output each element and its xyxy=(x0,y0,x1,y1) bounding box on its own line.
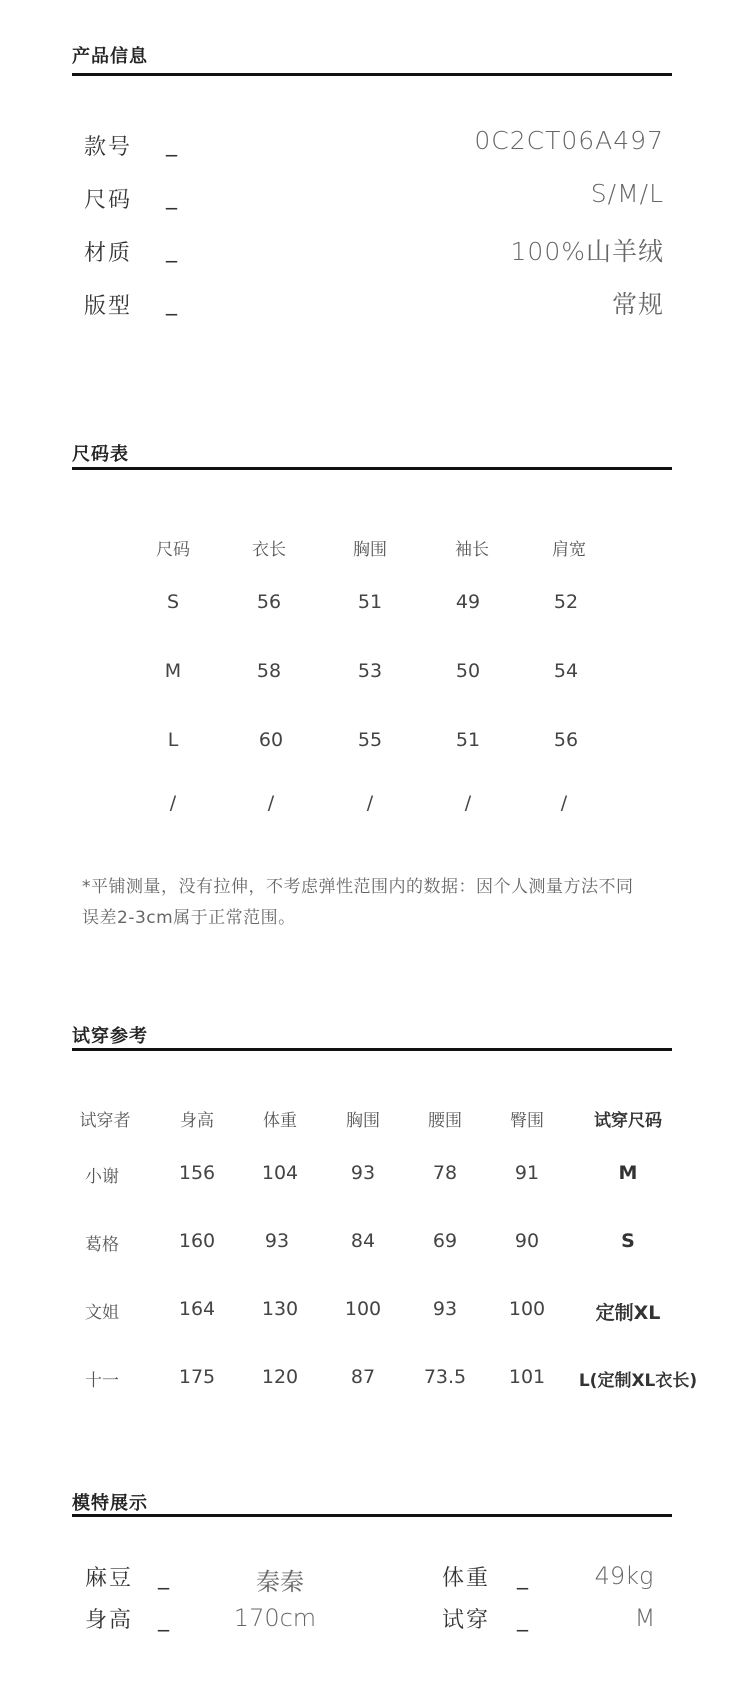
measurement-note xyxy=(82,872,682,934)
size-chart-cell: / xyxy=(560,792,568,814)
try-on-cell: 78 xyxy=(432,1162,458,1184)
try-on-cell: 130 xyxy=(261,1298,299,1320)
size-chart-cell: / xyxy=(464,792,472,814)
size-chart-header: 袖长 xyxy=(455,540,489,560)
size-chart-cell: 50 xyxy=(455,660,481,682)
model-height-label: 身高 xyxy=(85,1608,134,1633)
try-on-cell: 90 xyxy=(514,1230,540,1252)
try-on-cell: S xyxy=(621,1230,635,1252)
try-on-cell: 87 xyxy=(350,1366,376,1388)
try-on-header: 腰围 xyxy=(428,1111,462,1131)
try-on-cell: 164 xyxy=(178,1298,216,1320)
info-value: 常规 xyxy=(611,290,664,319)
model-dash: _ xyxy=(517,1607,528,1632)
info-dash: _ xyxy=(166,291,177,316)
try-on-header: 臀围 xyxy=(510,1111,544,1131)
try-on-cell: 156 xyxy=(178,1162,216,1184)
try-on-header: 试穿尺码 xyxy=(594,1111,662,1131)
info-dash: _ xyxy=(166,132,177,157)
model-weight-value: 49kg xyxy=(594,1562,654,1590)
info-value: S/M/L xyxy=(590,179,664,208)
size-chart-header: 衣长 xyxy=(252,540,286,560)
section-title-model-display: 模特展示 xyxy=(72,1493,148,1514)
try-on-cell: 93 xyxy=(350,1162,376,1184)
try-on-header: 试穿者 xyxy=(79,1111,131,1131)
size-chart-cell: / xyxy=(169,792,177,814)
info-value: 100%山羊绒 xyxy=(510,237,664,266)
info-row-style-no xyxy=(84,126,664,166)
measurement-note-line: *平铺测量，没有拉伸，不考虑弹性范围内的数据：因个人测量方法不同 xyxy=(82,877,634,897)
size-chart-cell: 52 xyxy=(553,591,579,613)
section-title-size-chart: 尺码表 xyxy=(72,444,129,465)
section-title-product-info: 产品信息 xyxy=(72,46,148,67)
section-divider xyxy=(72,467,672,470)
size-chart-cell: M xyxy=(164,660,182,682)
section-divider xyxy=(72,1514,672,1517)
model-height-value: 170cm xyxy=(233,1604,317,1632)
try-on-cell: 100 xyxy=(344,1298,382,1320)
info-dash: _ xyxy=(166,185,177,210)
try-on-cell: 93 xyxy=(432,1298,458,1320)
size-chart-cell: 49 xyxy=(455,591,481,613)
try-on-cell: 120 xyxy=(261,1366,299,1388)
size-chart-cell: 54 xyxy=(553,660,579,682)
info-label: 材质 xyxy=(84,241,133,266)
info-row-size xyxy=(84,179,664,219)
model-dash: _ xyxy=(517,1565,528,1590)
try-on-cell: 定制XL xyxy=(595,1302,661,1324)
try-on-cell: 73.5 xyxy=(423,1366,467,1388)
size-chart-header: 胸围 xyxy=(353,540,387,560)
model-weight-label: 体重 xyxy=(442,1566,491,1591)
info-value: 0C2CT06A497 xyxy=(474,126,664,155)
try-on-cell: 84 xyxy=(350,1230,376,1252)
try-on-cell: M xyxy=(618,1162,638,1184)
size-chart-cell: 60 xyxy=(258,729,284,751)
try-on-cell: 175 xyxy=(178,1366,216,1388)
try-on-header: 体重 xyxy=(263,1111,297,1131)
info-label: 款号 xyxy=(84,135,133,160)
model-name-label: 麻豆 xyxy=(85,1566,134,1591)
size-chart-cell: / xyxy=(267,792,275,814)
info-row-fit xyxy=(84,289,664,325)
info-dash: _ xyxy=(166,238,177,263)
section-divider xyxy=(72,1048,672,1051)
size-chart-header: 肩宽 xyxy=(552,540,586,560)
size-chart-cell: S xyxy=(166,591,180,613)
size-chart-cell: 51 xyxy=(357,591,383,613)
info-row-material xyxy=(84,236,664,272)
try-on-cell: 十一 xyxy=(85,1371,119,1391)
size-chart-header: 尺码 xyxy=(156,540,190,560)
info-label: 版型 xyxy=(84,294,133,319)
size-chart-cell: L xyxy=(167,729,179,751)
try-on-cell: 101 xyxy=(508,1366,546,1388)
try-on-cell: 160 xyxy=(178,1230,216,1252)
try-on-header: 胸围 xyxy=(346,1111,380,1131)
info-label: 尺码 xyxy=(84,188,133,213)
size-chart-cell: 51 xyxy=(455,729,481,751)
try-on-cell: 69 xyxy=(432,1230,458,1252)
try-on-cell: 93 xyxy=(264,1230,290,1252)
model-dash: _ xyxy=(158,1565,169,1590)
measurement-note-line: 误差2-3cm属于正常范围。 xyxy=(82,908,296,928)
model-name-value: 秦秦 xyxy=(256,1568,304,1596)
size-chart-cell: 56 xyxy=(553,729,579,751)
section-title-try-on: 试穿参考 xyxy=(72,1026,148,1047)
try-on-cell: 小谢 xyxy=(85,1167,119,1187)
model-dash: _ xyxy=(158,1607,169,1632)
section-divider xyxy=(72,73,672,76)
size-chart-cell: / xyxy=(366,792,374,814)
try-on-cell: 104 xyxy=(261,1162,299,1184)
model-try-value: M xyxy=(634,1604,656,1632)
size-chart-cell: 53 xyxy=(357,660,383,682)
size-chart-cell: 56 xyxy=(256,591,282,613)
try-on-cell: L(定制XL衣长) xyxy=(578,1371,698,1391)
try-on-cell: 文姐 xyxy=(85,1303,119,1323)
size-chart-cell: 55 xyxy=(357,729,383,751)
model-try-label: 试穿 xyxy=(442,1608,491,1633)
size-chart-cell: 58 xyxy=(256,660,282,682)
try-on-header: 身高 xyxy=(180,1111,214,1131)
try-on-cell: 91 xyxy=(514,1162,540,1184)
try-on-cell: 葛格 xyxy=(85,1235,119,1255)
try-on-cell: 100 xyxy=(508,1298,546,1320)
